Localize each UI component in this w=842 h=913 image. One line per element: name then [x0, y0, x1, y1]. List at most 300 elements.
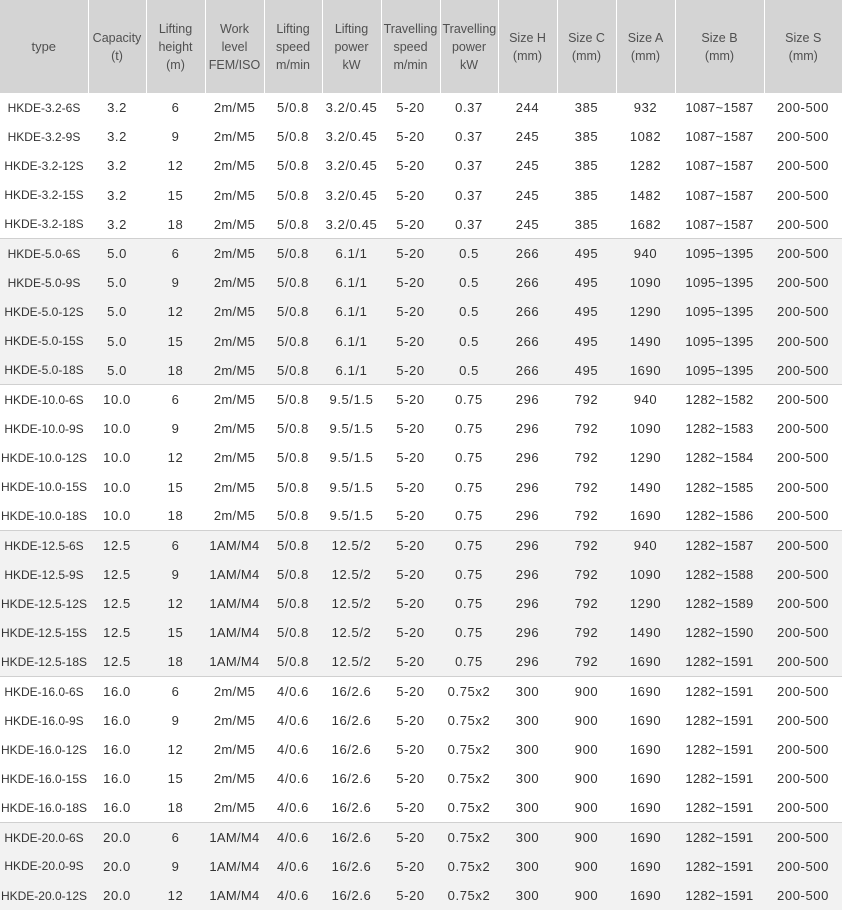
cell-size-a: 1690 — [629, 800, 662, 816]
cell-lifting-height: 9 — [171, 567, 180, 583]
cell-lifting-height: 9 — [171, 858, 180, 874]
cell-lifting-height: 12 — [167, 596, 184, 612]
cell-travelling-speed: 5-20 — [396, 100, 425, 116]
cell-type: HKDE-5.0-15S — [4, 334, 84, 349]
cell-size-c: 792 — [574, 567, 599, 583]
cell-travelling-power: 0.5 — [459, 304, 479, 320]
cell-lifting-power: 12.5/2 — [331, 596, 372, 612]
cell-lifting-speed: 4/0.6 — [277, 888, 309, 904]
cell-size-a: 1682 — [629, 216, 662, 232]
header-lifting-power — [322, 0, 381, 93]
cell-lifting-power: 9.5/1.5 — [329, 508, 374, 524]
cell-size-s: 200-500 — [777, 713, 829, 729]
cell-size-h: 300 — [515, 742, 540, 758]
table-row — [0, 181, 842, 210]
header-line: speed — [275, 39, 311, 54]
cell-size-h: 300 — [515, 858, 540, 874]
cell-travelling-speed: 5-20 — [396, 800, 425, 816]
cell-capacity: 5.0 — [107, 275, 127, 291]
cell-travelling-power: 0.5 — [459, 362, 479, 378]
header-line: (mm) — [630, 48, 661, 63]
cell-size-b: 1282~1591 — [685, 771, 754, 787]
cell-size-s: 200-500 — [777, 129, 829, 145]
cell-size-b: 1282~1588 — [685, 567, 754, 583]
cell-size-s: 200-500 — [777, 216, 829, 232]
cell-size-h: 245 — [515, 129, 540, 145]
cell-size-h: 296 — [515, 479, 540, 495]
cell-travelling-speed: 5-20 — [396, 129, 425, 145]
cell-size-h: 300 — [498, 823, 557, 852]
cell-size-s: 200-500 — [764, 677, 842, 706]
cell-lifting-power: 16/2.6 — [331, 800, 372, 816]
table-row — [0, 764, 842, 793]
cell-type: HKDE-10.0-12S — [0, 450, 88, 465]
cell-size-c: 900 — [574, 858, 599, 874]
cell-work-level: 1AM/M4 — [209, 654, 260, 670]
cell-size-b: 1282~1591 — [685, 888, 754, 904]
cell-travelling-power: 0.5 — [440, 239, 498, 268]
cell-size-c: 385 — [574, 158, 599, 174]
cell-lifting-height: 18 — [167, 508, 184, 524]
cell-travelling-speed: 5-20 — [396, 333, 425, 349]
cell-size-s: 200-500 — [777, 596, 829, 612]
cell-size-a: 1490 — [629, 333, 662, 349]
cell-capacity: 3.2 — [107, 129, 127, 145]
cell-size-a: 1690 — [629, 742, 662, 758]
table-row — [0, 618, 842, 647]
cell-size-a: 1090 — [629, 567, 662, 583]
cell-lifting-height: 9 — [171, 421, 180, 437]
cell-capacity: 10.0 — [88, 385, 146, 414]
table-row — [0, 151, 842, 180]
cell-lifting-speed: 5/0.8 — [277, 567, 309, 583]
cell-capacity: 12.5 — [103, 567, 131, 583]
cell-size-b: 1282~1583 — [685, 421, 754, 437]
cell-work-level: 2m/M5 — [213, 713, 256, 729]
cell-lifting-height: 12 — [167, 450, 184, 466]
cell-capacity: 5.0 — [107, 304, 127, 320]
cell-type: HKDE-3.2-9S — [7, 129, 81, 144]
cell-work-level: 2m/M5 — [213, 333, 256, 349]
cell-type: HKDE-12.5-6S — [0, 531, 88, 560]
cell-lifting-height: 15 — [167, 771, 184, 787]
table-row — [0, 648, 842, 677]
cell-type: HKDE-3.2-12S — [4, 158, 84, 173]
header-line: Lifting — [276, 21, 310, 36]
cell-size-c: 385 — [574, 100, 599, 116]
cell-size-c: 792 — [574, 508, 599, 524]
cell-capacity: 12.5 — [103, 625, 131, 641]
header-line: m/min — [275, 57, 311, 72]
table-row — [0, 239, 842, 268]
cell-type: HKDE-20.0-9S — [4, 859, 84, 874]
cell-travelling-power: 0.75x2 — [447, 858, 491, 874]
header-line: height — [158, 39, 193, 54]
cell-travelling-power: 0.75x2 — [447, 888, 491, 904]
header-line: (mm) — [788, 48, 818, 63]
cell-lifting-speed: 4/0.6 — [277, 742, 309, 758]
cell-size-c: 792 — [574, 479, 599, 495]
cell-size-c: 495 — [574, 333, 599, 349]
cell-size-h: 296 — [515, 508, 540, 524]
cell-lifting-height: 9 — [171, 713, 180, 729]
header-line: Travelling — [383, 21, 438, 36]
cell-capacity: 5.0 — [107, 362, 127, 378]
cell-lifting-power: 3.2/0.45 — [325, 216, 378, 232]
cell-size-c: 900 — [574, 713, 599, 729]
cell-work-level: 2m/M5 — [213, 362, 256, 378]
cell-travelling-speed: 5-20 — [396, 187, 425, 203]
cell-work-level: 2m/M5 — [213, 304, 256, 320]
cell-size-b: 1282~1582 — [675, 385, 764, 414]
cell-lifting-height: 6 — [146, 531, 205, 560]
cell-lifting-speed: 5/0.8 — [277, 596, 309, 612]
cell-lifting-power: 12.5/2 — [331, 567, 372, 583]
table-row — [0, 356, 842, 385]
table-row — [0, 472, 842, 501]
header-line: power — [451, 39, 487, 54]
table-row — [0, 210, 842, 239]
cell-capacity: 3.2 — [107, 100, 127, 116]
cell-travelling-power: 0.75x2 — [447, 800, 491, 816]
cell-work-level: 2m/M5 — [213, 479, 256, 495]
header-line: speed — [393, 39, 428, 54]
cell-lifting-power: 12.5/2 — [322, 531, 381, 560]
cell-lifting-speed: 5/0.8 — [277, 304, 309, 320]
table-row — [0, 297, 842, 326]
cell-size-s: 200-500 — [777, 625, 829, 641]
header-travelling-power — [440, 0, 498, 93]
cell-capacity: 10.0 — [103, 421, 131, 437]
cell-size-h: 296 — [515, 421, 540, 437]
cell-size-h: 245 — [515, 158, 540, 174]
cell-travelling-power: 0.37 — [455, 100, 483, 116]
cell-lifting-speed: 5/0.8 — [277, 216, 309, 232]
cell-size-c: 792 — [574, 654, 599, 670]
cell-travelling-power: 0.75x2 — [440, 823, 498, 852]
header-line: Work — [220, 21, 249, 36]
cell-travelling-power: 0.75 — [455, 450, 483, 466]
cell-lifting-power: 3.2/0.45 — [325, 129, 378, 145]
cell-size-b: 1087~1587 — [685, 129, 754, 145]
cell-size-s: 200-500 — [777, 742, 829, 758]
cell-type: HKDE-16.0-15S — [0, 771, 88, 786]
cell-size-a: 1282 — [629, 158, 662, 174]
cell-lifting-speed: 5/0.8 — [277, 158, 309, 174]
cell-type: HKDE-10.0-18S — [0, 508, 88, 523]
cell-capacity: 5.0 — [107, 333, 127, 349]
header-size-a — [616, 0, 675, 93]
cell-lifting-power: 16/2.6 — [322, 823, 381, 852]
header-line: power — [334, 39, 369, 54]
cell-type: HKDE-5.0-9S — [7, 275, 81, 290]
cell-size-b: 1282~1589 — [685, 596, 754, 612]
cell-capacity: 12.5 — [88, 531, 146, 560]
cell-capacity: 16.0 — [88, 677, 146, 706]
cell-work-level: 2m/M5 — [205, 385, 264, 414]
cell-lifting-speed: 4/0.6 — [264, 677, 322, 706]
cell-travelling-power: 0.75x2 — [447, 713, 491, 729]
cell-work-level: 1AM/M4 — [209, 888, 260, 904]
cell-lifting-power: 9.5/1.5 — [329, 421, 374, 437]
header-lifting-height — [146, 0, 205, 93]
cell-lifting-speed: 5/0.8 — [277, 333, 309, 349]
cell-lifting-speed: 4/0.6 — [277, 713, 309, 729]
cell-type: HKDE-10.0-9S — [4, 421, 84, 436]
cell-lifting-height: 15 — [167, 187, 184, 203]
cell-size-a: 1290 — [629, 450, 662, 466]
cell-travelling-power: 0.75 — [455, 479, 483, 495]
cell-size-b: 1282~1586 — [685, 508, 754, 524]
cell-work-level: 2m/M5 — [213, 158, 256, 174]
cell-lifting-power: 6.1/1 — [335, 333, 368, 349]
cell-lifting-power: 6.1/1 — [335, 275, 368, 291]
cell-size-h: 266 — [515, 304, 540, 320]
table-row — [0, 560, 842, 589]
cell-type: HKDE-10.0-6S — [0, 385, 88, 414]
cell-size-h: 300 — [515, 713, 540, 729]
cell-work-level: 2m/M5 — [213, 216, 256, 232]
cell-work-level: 2m/M5 — [213, 800, 256, 816]
cell-size-c: 900 — [574, 742, 599, 758]
cell-size-c: 792 — [574, 596, 599, 612]
cell-lifting-speed: 5/0.8 — [277, 362, 309, 378]
cell-travelling-speed: 5-20 — [381, 239, 440, 268]
cell-type: HKDE-5.0-12S — [4, 304, 84, 319]
cell-size-c: 792 — [557, 531, 616, 560]
cell-size-c: 900 — [557, 823, 616, 852]
header-work-level — [205, 0, 264, 93]
cell-size-c: 900 — [574, 800, 599, 816]
cell-work-level: 2m/M5 — [213, 508, 256, 524]
cell-travelling-speed: 5-20 — [396, 421, 425, 437]
cell-capacity: 16.0 — [103, 771, 131, 787]
cell-work-level: 2m/M5 — [213, 100, 256, 116]
cell-type: HKDE-16.0-12S — [0, 742, 88, 757]
cell-size-h: 300 — [515, 771, 540, 787]
cell-size-s: 200-500 — [764, 239, 842, 268]
cell-size-c: 792 — [574, 450, 599, 466]
cell-travelling-power: 0.75x2 — [440, 677, 498, 706]
cell-size-a: 1690 — [629, 654, 662, 670]
header-line: Travelling — [442, 21, 497, 36]
cell-travelling-speed: 5-20 — [381, 677, 440, 706]
cell-size-a: 940 — [616, 239, 675, 268]
cell-size-a: 1690 — [616, 677, 675, 706]
cell-lifting-height: 18 — [167, 800, 184, 816]
cell-size-h: 296 — [498, 385, 557, 414]
header-line: Lifting — [158, 21, 193, 36]
cell-size-h: 266 — [515, 362, 540, 378]
cell-size-s: 200-500 — [777, 421, 829, 437]
cell-size-c: 495 — [574, 275, 599, 291]
table-row — [0, 881, 842, 910]
cell-size-s: 200-500 — [777, 450, 829, 466]
cell-size-a: 1490 — [629, 625, 662, 641]
cell-travelling-speed: 5-20 — [396, 596, 425, 612]
cell-size-c: 900 — [557, 677, 616, 706]
cell-size-h: 300 — [498, 677, 557, 706]
cell-capacity: 12.5 — [103, 596, 131, 612]
header-capacity — [88, 0, 146, 93]
cell-size-s: 200-500 — [764, 385, 842, 414]
cell-size-b: 1087~1587 — [685, 158, 754, 174]
header-line: FEM/ISO — [208, 57, 261, 72]
cell-size-s: 200-500 — [777, 275, 829, 291]
header-line: (mm) — [704, 48, 735, 63]
cell-lifting-power: 6.1/1 — [322, 239, 381, 268]
cell-type: HKDE-16.0-6S — [0, 677, 88, 706]
cell-lifting-power: 12.5/2 — [331, 625, 372, 641]
cell-size-h: 266 — [498, 239, 557, 268]
cell-size-b: 1282~1591 — [685, 654, 754, 670]
header-line: Size B — [701, 30, 738, 45]
table-body — [0, 93, 842, 910]
header-line: (mm) — [571, 48, 602, 63]
cell-work-level: 2m/M5 — [213, 187, 256, 203]
cell-capacity: 20.0 — [88, 823, 146, 852]
cell-lifting-speed: 5/0.8 — [277, 625, 309, 641]
cell-lifting-speed: 5/0.8 — [277, 479, 309, 495]
table-row — [0, 706, 842, 735]
cell-type: HKDE-12.5-12S — [0, 596, 88, 611]
cell-size-s: 200-500 — [777, 304, 829, 320]
cell-travelling-speed: 5-20 — [396, 275, 425, 291]
header-lifting-speed — [264, 0, 322, 93]
cell-size-s: 200-500 — [777, 508, 829, 524]
table-row — [0, 443, 842, 472]
cell-size-s: 200-500 — [777, 858, 829, 874]
cell-lifting-height: 6 — [146, 677, 205, 706]
cell-capacity: 20.0 — [103, 888, 131, 904]
cell-lifting-power: 6.1/1 — [335, 362, 368, 378]
cell-lifting-speed: 5/0.8 — [264, 385, 322, 414]
table-row — [0, 122, 842, 151]
table-row — [0, 794, 842, 823]
table-row — [0, 385, 842, 414]
cell-lifting-power: 3.2/0.45 — [325, 158, 378, 174]
cell-work-level: 2m/M5 — [213, 129, 256, 145]
header-line: kW — [342, 57, 361, 72]
table-row — [0, 327, 842, 356]
cell-size-c: 385 — [574, 129, 599, 145]
cell-size-h: 300 — [515, 800, 540, 816]
cell-size-h: 296 — [515, 596, 540, 612]
cell-work-level: 2m/M5 — [213, 771, 256, 787]
cell-size-s: 200-500 — [764, 823, 842, 852]
cell-size-a: 1482 — [629, 187, 662, 203]
cell-size-b: 1282~1590 — [685, 625, 754, 641]
table-row — [0, 531, 842, 560]
cell-size-a: 1690 — [629, 362, 662, 378]
cell-lifting-speed: 5/0.8 — [264, 531, 322, 560]
cell-size-a: 1690 — [629, 888, 662, 904]
cell-travelling-power: 0.37 — [455, 158, 483, 174]
cell-lifting-height: 15 — [167, 333, 184, 349]
cell-size-b: 1087~1587 — [685, 187, 754, 203]
header-row — [0, 0, 842, 93]
cell-work-level: 1AM/M4 — [209, 625, 260, 641]
cell-type: HKDE-12.5-15S — [0, 625, 88, 640]
cell-size-c: 495 — [557, 239, 616, 268]
header-line: Lifting — [334, 21, 369, 36]
cell-size-a: 1090 — [629, 421, 662, 437]
cell-lifting-speed: 5/0.8 — [277, 508, 309, 524]
header-line: Size C — [568, 30, 605, 45]
header-line: (t) — [111, 48, 123, 63]
cell-lifting-power: 3.2/0.45 — [325, 100, 378, 116]
cell-travelling-speed: 5-20 — [381, 385, 440, 414]
cell-size-c: 495 — [574, 304, 599, 320]
cell-lifting-speed: 5/0.8 — [277, 129, 309, 145]
cell-size-a: 1690 — [616, 823, 675, 852]
cell-lifting-height: 6 — [146, 385, 205, 414]
cell-lifting-power: 9.5/1.5 — [322, 385, 381, 414]
cell-lifting-power: 16/2.6 — [331, 713, 372, 729]
cell-size-a: 932 — [633, 100, 658, 116]
cell-travelling-speed: 5-20 — [396, 304, 425, 320]
cell-travelling-speed: 5-20 — [396, 479, 425, 495]
cell-size-b: 1282~1591 — [675, 677, 764, 706]
cell-lifting-power: 16/2.6 — [331, 888, 372, 904]
cell-lifting-power: 9.5/1.5 — [329, 450, 374, 466]
cell-lifting-power: 16/2.6 — [331, 771, 372, 787]
cell-travelling-speed: 5-20 — [396, 625, 425, 641]
table-row — [0, 852, 842, 881]
table-row — [0, 735, 842, 764]
cell-lifting-height: 18 — [167, 216, 184, 232]
cell-size-a: 940 — [616, 385, 675, 414]
header-size-c — [557, 0, 616, 93]
cell-lifting-speed: 4/0.6 — [277, 800, 309, 816]
cell-lifting-height: 15 — [167, 625, 184, 641]
cell-size-s: 200-500 — [777, 362, 829, 378]
cell-lifting-height: 18 — [167, 362, 184, 378]
cell-travelling-power: 0.37 — [455, 216, 483, 232]
cell-lifting-power: 12.5/2 — [331, 654, 372, 670]
cell-travelling-power: 0.37 — [455, 187, 483, 203]
table-row — [0, 677, 842, 706]
cell-travelling-power: 0.75 — [440, 385, 498, 414]
cell-lifting-height: 12 — [167, 304, 184, 320]
cell-travelling-speed: 5-20 — [381, 823, 440, 852]
cell-size-b: 1095~1395 — [685, 304, 754, 320]
cell-capacity: 10.0 — [103, 479, 131, 495]
cell-travelling-speed: 5-20 — [396, 771, 425, 787]
cell-lifting-height: 9 — [171, 129, 180, 145]
cell-size-b: 1282~1587 — [675, 531, 764, 560]
cell-size-s: 200-500 — [777, 100, 829, 116]
cell-lifting-power: 9.5/1.5 — [329, 479, 374, 495]
cell-work-level: 1AM/M4 — [209, 567, 260, 583]
cell-capacity: 10.0 — [103, 508, 131, 524]
cell-type: HKDE-16.0-18S — [0, 800, 88, 815]
cell-lifting-speed: 5/0.8 — [264, 239, 322, 268]
cell-lifting-speed: 5/0.8 — [277, 450, 309, 466]
cell-lifting-speed: 5/0.8 — [277, 187, 309, 203]
header-line: type — [31, 38, 57, 54]
cell-travelling-power: 0.75 — [455, 654, 483, 670]
table-header — [0, 0, 842, 93]
cell-travelling-speed: 5-20 — [396, 216, 425, 232]
table-row — [0, 414, 842, 443]
cell-work-level: 1AM/M4 — [209, 596, 260, 612]
cell-lifting-height: 18 — [167, 654, 184, 670]
cell-travelling-speed: 5-20 — [396, 362, 425, 378]
header-travelling-speed — [381, 0, 440, 93]
cell-work-level: 2m/M5 — [205, 239, 264, 268]
cell-work-level: 1AM/M4 — [205, 531, 264, 560]
